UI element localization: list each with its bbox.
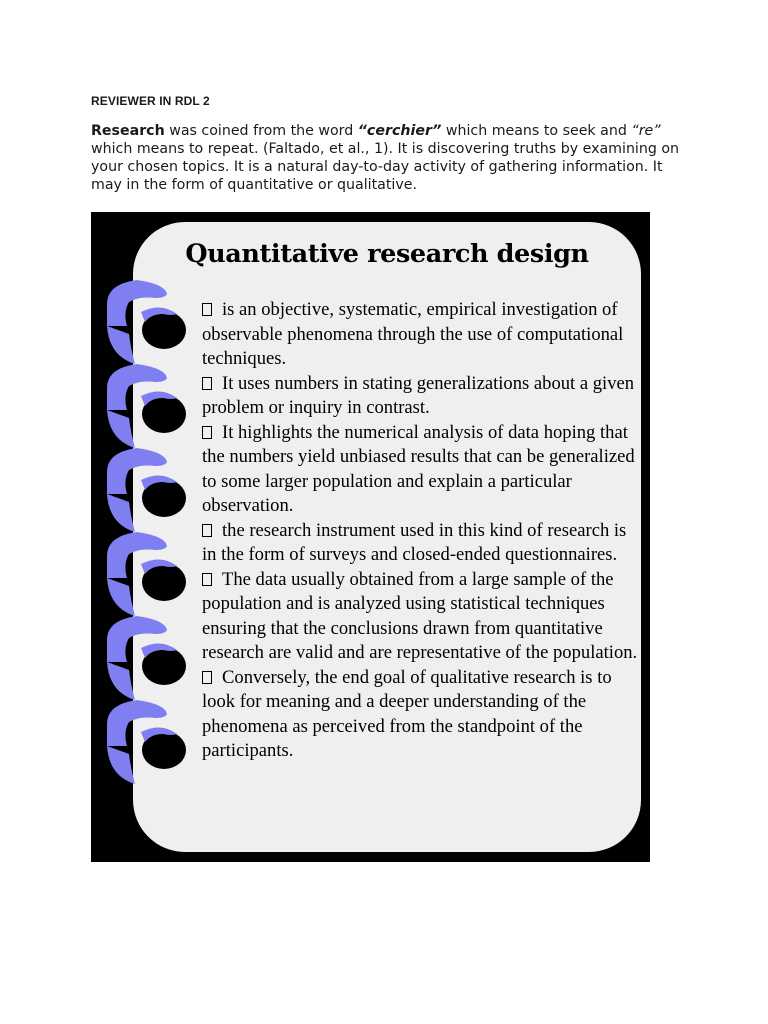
quantitative-research-figure — [91, 212, 650, 862]
intro-term-re: “re” — [631, 123, 661, 139]
binding-ring-icon — [107, 616, 186, 700]
binding-ring-icon — [107, 364, 186, 448]
document-heading: REVIEWER IN RDL 2 — [91, 94, 210, 108]
bullet-text: It uses numbers in stating generalizations about a given problem or inquiry in contrast. — [202, 372, 635, 418]
intro-term-cerchier: “cerchier” — [357, 123, 442, 139]
binding-ring-icon — [107, 700, 186, 784]
intro-lead-term: Research — [91, 123, 165, 139]
bullet-text: It highlights the numerical analysis of data hoping that the numbers yield unbiased results that can be generalized to some larger population and explain a particular observation. — [202, 421, 635, 516]
bullet-text: the research instrument used in this kind of research is in the form of surveys and closed-ended questionnaires. — [202, 519, 627, 565]
figure-title: Quantitative research design — [185, 239, 589, 269]
intro-paragraph — [91, 122, 681, 194]
intro-text-part3: which means to repeat. (Faltado, et al., 1). It is discovering truths by examining on your chosen topics. It is a natural day-to-day activity of gathering information. It may in the form of quantitative or qualitative. — [91, 141, 680, 193]
binding-ring-icon — [107, 532, 186, 616]
spiral-binding — [91, 212, 650, 862]
binding-ring-icon — [107, 448, 186, 532]
bullet-text: is an objective, systematic, empirical investigation of observable phenomena through the use of computational techniques. — [202, 299, 624, 369]
bullet-text: Conversely, the end goal of qualitative research is to look for meaning and a deeper understanding of the phenomena as perceived from the standpoint of the participants. — [202, 666, 612, 761]
intro-text-part2: which means to seek and — [441, 123, 632, 139]
binding-ring-icon — [107, 280, 186, 364]
intro-text-part1: was coined from the word — [164, 123, 358, 139]
bullet-text: The data usually obtained from a large sample of the population and is analyzed using statistical techniques ensuring that the conclusions drawn from quantitative research are valid and are representative of the population. — [202, 568, 638, 663]
